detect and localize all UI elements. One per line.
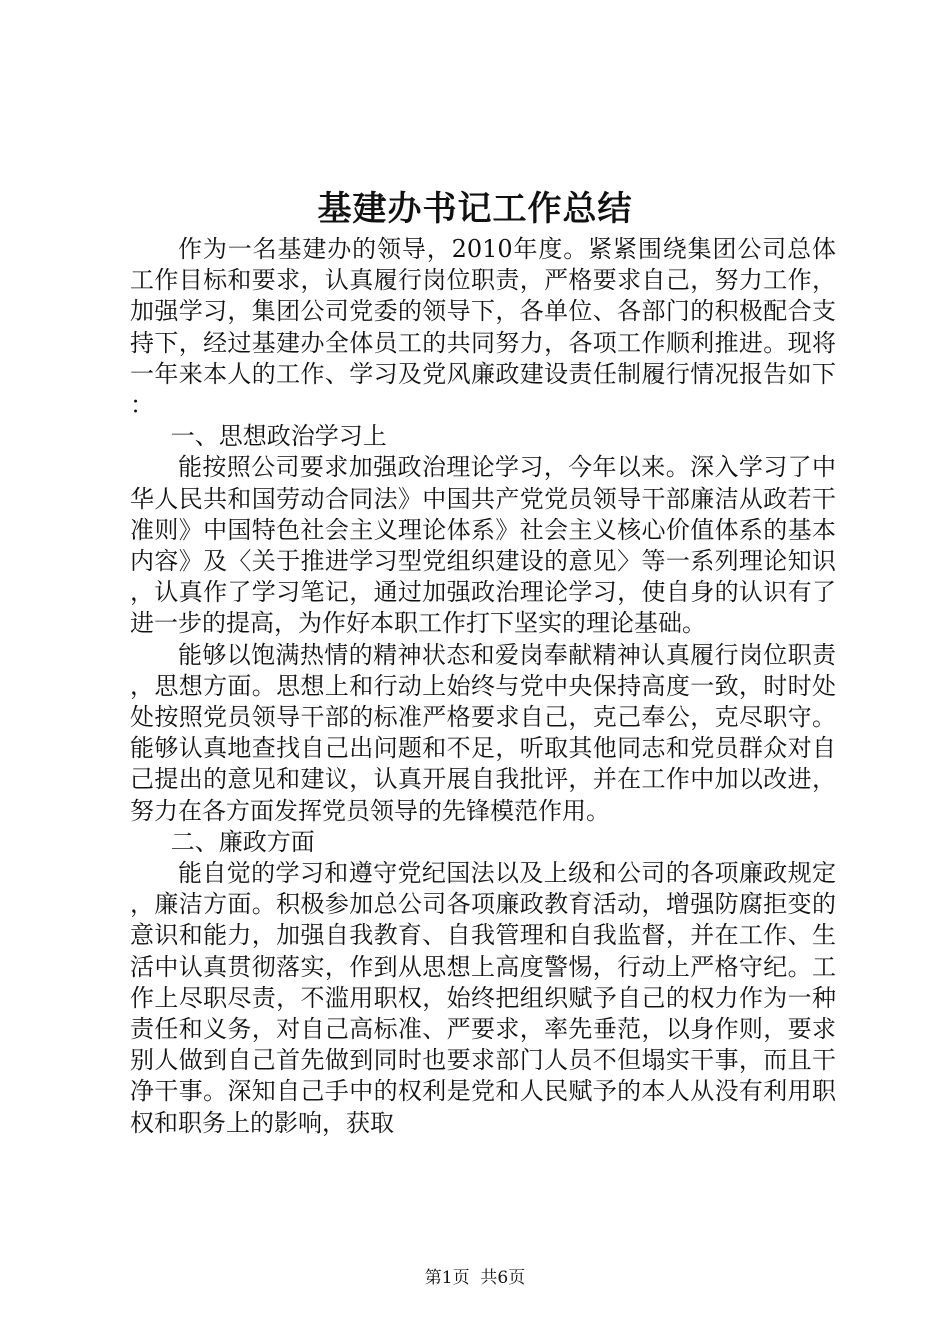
document-title: 基建办书记工作总结 — [317, 189, 633, 229]
page-number: 第1页 共6页 — [424, 1268, 526, 1288]
integrity-paragraph: 能自觉的学习和遵守党纪国法以及上级和公司的各项廉政规定，廉洁方面。积极参加总公司各项廉政教育活动，增强防腐拒变的意识和能力，加强自我教育、自我管理和自我监督，并在工作、生活中认真贯彻落实，作到从思想上高度警惕，行动上严格守纪。工作上尽职尽责，不滥用职权，始终把组织赋予自己的权力作为一种责任和义务，对自己高标准、严要求，率先垂范，以身作则，要求别人做到自己首先做到同时也要求部门人员不但塌实干事，而且干净干事。深知自己手中的权利是党和人民赋予的本人从没有利用职权和职务上的影响，获取 — [130, 859, 836, 1137]
intro-paragraph: 作为一名基建办的领导，2010年度。紧紧围绕集团公司总体工作目标和要求，认真履行岗位职责，严格要求自己，努力工作，加强学习，集团公司党委的领导下，各单位、各部门的积极配合支持下，经过基建办全体员工的共同努力，各项工作顺利推进。现将一年来本人的工作、学习及党风廉政建设责任制履行情况报告如下： — [130, 235, 836, 420]
section-heading-integrity: 二、廉政方面 — [170, 827, 315, 856]
political-study-paragraph: 能按照公司要求加强政治理论学习，今年以来。深入学习了中华人民共和国劳动合同法》中国共产党党员领导干部廉洁从政若干准则》中国特色社会主义理论体系》社会主义核心价值体系的基本内容》及〈关于推进学习型党组织建设的意见〉等一系列理论知识，认真作了学习笔记，通过加强政治理论学习，使自身的认识有了进一步的提高，为作好本职工作打下坚实的理论基础。 — [130, 453, 836, 638]
document-body — [130, 234, 836, 1139]
section-heading-political-study: 一、思想政治学习上 — [170, 422, 387, 451]
page-footer — [0, 1266, 950, 1290]
ideology-paragraph: 能够以饱满热情的精神状态和爱岗奉献精神认真履行岗位职责，思想方面。思想上和行动上始终与党中央保持高度一致，时时处处按照党员领导干部的标准严格要求自己，克己奉公，克尽职守。能够认真地查找自己出问题和不足，听取其他同志和党员群众对自己提出的意见和建议，认真开展自我批评，并在工作中加以改进，努力在各方面发挥党员领导的先锋模范作用。 — [130, 640, 836, 825]
